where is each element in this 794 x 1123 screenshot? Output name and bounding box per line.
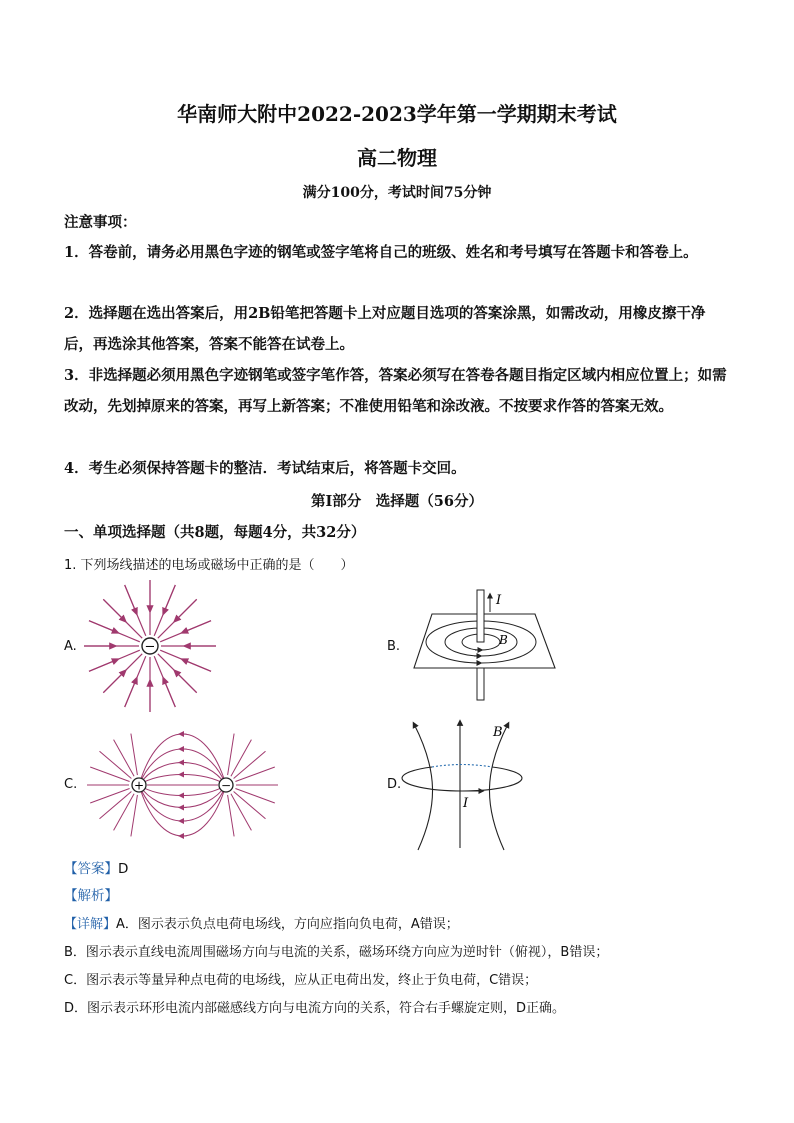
exam-subject: 高二物理 xyxy=(357,146,437,170)
field-label: B xyxy=(499,633,508,647)
dipole-field-line xyxy=(139,775,226,786)
ring-current-label: I xyxy=(463,796,469,811)
field-line-arrow xyxy=(183,660,211,672)
ring-front xyxy=(402,778,522,791)
ring-back-hidden xyxy=(432,765,492,768)
note-item-1: 1．答卷前，请务必用黑色字迹的钢笔或签字笔将自己的班级、姓名和考号填写在答题卡和答卷上。 xyxy=(64,244,698,261)
note-item-3: 3．非选择题必须用黑色字迹钢笔或签字笔作答，答案必须写在答卷各题目指定区域内相应位置上；如需改动，先划掉原来的答案，再写上新答案；不准使用铅笔和涂改液。不按要求作答的答案无效。 xyxy=(64,367,727,415)
field-line-arrow xyxy=(103,599,124,620)
wire-top xyxy=(477,590,484,642)
part-heading: 第Ⅰ部分 选择题（56分） xyxy=(311,493,483,510)
explanation-d: D．图示表示环形电流内部磁感线方向与电流方向的关系，符合右手螺旋定则，D正确。 xyxy=(64,1001,566,1016)
ring-back-left xyxy=(402,767,432,778)
field-line-arrow xyxy=(164,679,176,707)
positive-outer-line xyxy=(100,751,132,778)
question-stem: 1. 下列场线描述的电场或磁场中正确的是（ ） xyxy=(64,558,354,573)
field-line-arrow xyxy=(183,621,211,633)
positive-outer-line xyxy=(114,740,135,777)
minus-sign: − xyxy=(144,639,156,655)
positive-outer-line xyxy=(90,767,129,782)
explanation-c: C．图示表示等量异种点电荷的电场线，应从正电荷出发，终止于负电荷，C错误； xyxy=(64,973,538,988)
dipole-field-line xyxy=(139,785,226,808)
positive-outer-line xyxy=(131,734,138,776)
notes-heading: 注意事项： xyxy=(64,214,137,231)
figure-b-straight-current-field xyxy=(410,586,560,706)
explanation-a-text: A．图示表示负点电荷电场线，方向应指向负电荷，A错误； xyxy=(116,917,459,932)
detail-label: 【详解】 xyxy=(64,917,117,932)
negative-outer-line xyxy=(235,789,274,804)
ring-back-right xyxy=(492,767,522,778)
answer-label: 【答案】 xyxy=(64,861,118,877)
explanation-a xyxy=(64,913,744,932)
note-item-2: 2．选择题在选出答案后，用2B铅笔把答题卡上对应题目选项的答案涂黑，如需改动，用橡皮擦干净后，再选涂其他答案，答案不能答在试卷上。 xyxy=(64,305,706,353)
answer-line xyxy=(64,857,128,877)
figure-d-ring-current-field xyxy=(400,716,540,852)
negative-outer-line xyxy=(231,794,252,831)
option-c-label: C. xyxy=(64,777,78,792)
minus-sign-c: − xyxy=(220,778,232,793)
field-line-arrow xyxy=(176,672,197,693)
plus-sign: + xyxy=(133,778,145,793)
negative-outer-line xyxy=(234,792,266,819)
negative-outer-line xyxy=(235,767,274,782)
field-line-arrow xyxy=(89,621,117,633)
negative-outer-line xyxy=(234,751,266,778)
wire-bottom xyxy=(477,668,484,700)
dipole-field-line xyxy=(139,763,226,786)
negative-outer-line xyxy=(228,795,235,837)
figure-c-dipole-field xyxy=(84,712,284,860)
note-item-4: 4．考生必须保持答题卡的整洁．考试结束后，将答题卡交回。 xyxy=(64,460,466,477)
option-a-label: A. xyxy=(64,639,77,654)
field-line-arrow xyxy=(164,585,176,613)
negative-outer-line xyxy=(231,740,252,777)
answer-value: D xyxy=(118,861,129,877)
dipole-field-line xyxy=(139,785,226,796)
ring-field-label: B xyxy=(493,725,503,740)
negative-outer-line xyxy=(228,734,235,776)
option-b-label: B. xyxy=(387,639,401,654)
positive-outer-line xyxy=(131,795,138,837)
dipole-field-line xyxy=(139,785,226,836)
current-label: I xyxy=(496,593,502,608)
option-d-label: D. xyxy=(387,777,402,792)
positive-outer-line xyxy=(100,792,132,819)
field-line-arrow xyxy=(125,585,137,613)
dipole-field-line xyxy=(139,734,226,785)
section-heading: 一、单项选择题（共8题，每题4分，共32分） xyxy=(64,524,366,541)
positive-outer-line xyxy=(90,789,129,804)
field-line-arrow xyxy=(89,660,117,672)
exam-info: 满分100分，考试时间75分钟 xyxy=(302,185,492,201)
field-line-arrow xyxy=(103,672,124,693)
analysis-label: 【解析】 xyxy=(64,888,118,904)
figure-a-negative-charge-field xyxy=(80,578,220,718)
explanation-b: B．图示表示直线电流周围磁场方向与电流的关系，磁场环绕方向应为逆时针（俯视），B错误； xyxy=(64,945,609,960)
analysis-line xyxy=(64,884,118,904)
exam-title: 华南师大附中2022-2023学年第一学期期末考试 xyxy=(177,102,617,126)
field-line-arrow xyxy=(125,679,137,707)
field-line-arrow xyxy=(176,599,197,620)
positive-outer-line xyxy=(114,794,135,831)
